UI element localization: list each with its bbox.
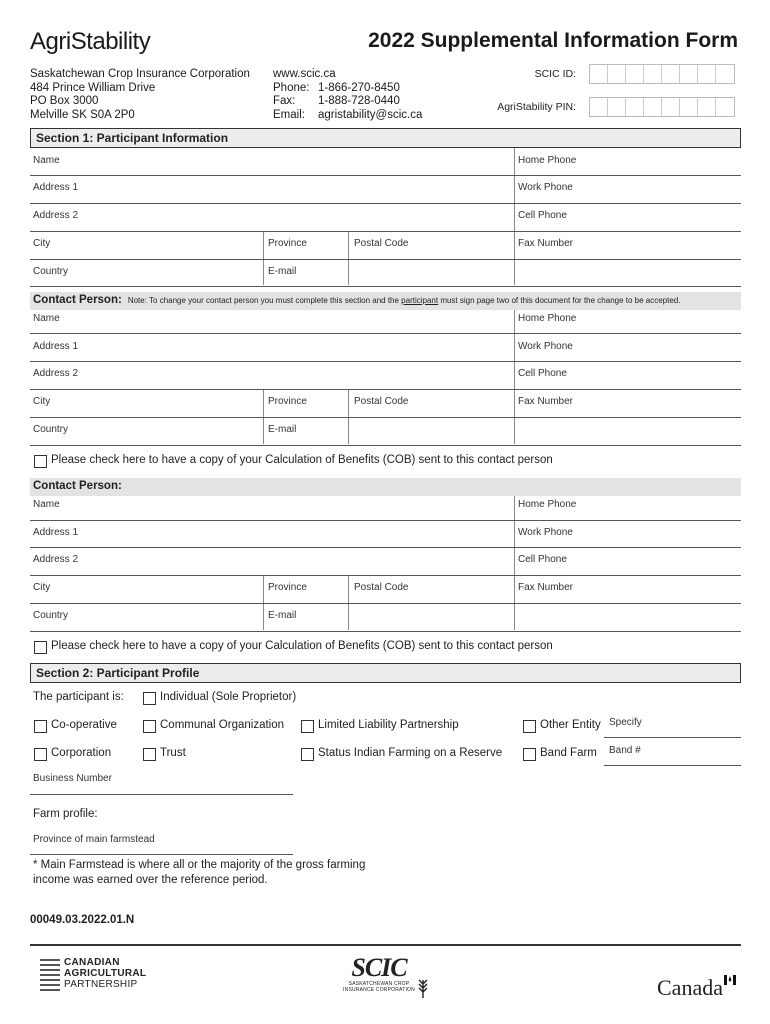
contact-person-2-header: Contact Person: [30,478,741,496]
address2-label: Address 2 [33,210,79,221]
contact2-name-field[interactable] [30,520,741,521]
city-label: City [33,582,51,593]
contact2-address1-field[interactable] [30,547,741,548]
cooperative-label: Co-operative [51,719,117,731]
cap-line-1: CANADIAN [64,957,120,968]
scic-id-field[interactable] [589,64,735,84]
footnote-line-1: * Main Farmstead is where all or the majority of the gross farming [33,859,366,871]
name-label: Name [33,499,60,510]
email-label: E-mail [268,610,297,621]
work-phone-label: Work Phone [518,527,573,538]
status-indian-label: Status Indian Farming on a Reserve [318,747,503,759]
canada-wordmark: Canada [657,975,723,1000]
specify-label: Specify [609,717,642,728]
country-label: Country [33,610,69,621]
individual-checkbox[interactable] [143,692,156,705]
logo-part-2: Stability [70,28,151,55]
form-title: 2022 Supplemental Information Form [368,29,738,52]
contact1-address2-field[interactable] [30,389,741,390]
participant-is-label: The participant is: [33,691,124,703]
logo-part-1: Agri [30,28,71,55]
address1-label: Address 1 [33,182,79,193]
llp-label: Limited Liability Partnership [318,719,459,731]
cell-phone-label: Cell Phone [518,368,567,379]
other-entity-label: Other Entity [540,719,601,731]
province-label: Province [268,396,307,407]
home-phone-label: Home Phone [518,499,577,510]
country-label: Country [33,266,69,277]
agristability-logo [30,28,150,56]
band-number-field[interactable] [604,765,741,766]
country-field[interactable] [30,286,741,287]
contact-person-1-header [30,292,741,310]
contact1-address1-field[interactable] [30,361,741,362]
postal-code-label: Postal Code [354,396,409,407]
divider [514,310,515,444]
org-name: Saskatchewan Crop Insurance Corporation [30,68,250,80]
email-label: E-mail [268,424,297,435]
business-number-label: Business Number [33,773,112,784]
corporation-label: Corporation [51,747,112,759]
form-code: 00049.03.2022.01.N [30,914,135,926]
contact1-city-field[interactable] [30,417,741,418]
cap-line-3: PARTNERSHIP [64,979,138,990]
province-main-farmstead-label: Province of main farmstead [33,834,155,845]
org-address [30,68,250,122]
postal-code-label: Postal Code [354,582,409,593]
address2-label: Address 2 [33,368,79,379]
address2-field[interactable] [30,231,741,232]
canada-flag-icon [724,975,736,985]
province-main-farmstead-field[interactable] [30,854,293,855]
contact2-address2-field[interactable] [30,575,741,576]
home-phone-label: Home Phone [518,155,577,166]
contact1-country-field[interactable] [30,445,741,446]
fax-number-label: Fax Number [518,582,574,593]
cap-logo [40,957,146,990]
org-contact [273,68,422,122]
name-label: Name [33,155,60,166]
band-farm-label: Band Farm [540,747,597,759]
org-city: Melville SK S0A 2P0 [30,108,135,121]
city-label: City [33,238,51,249]
trust-checkbox[interactable] [143,748,156,761]
cob-text-1: Please check here to have a copy of your Calculation of Benefits (COB) sent to this contact person [51,454,553,466]
other-entity-checkbox[interactable] [523,720,536,733]
communal-checkbox[interactable] [143,720,156,733]
cob-text-2: Please check here to have a copy of your Calculation of Benefits (COB) sent to this contact person [51,640,553,652]
phone-label: Phone: [273,81,310,94]
scic-logo-text: SCIC [351,953,407,982]
cob-checkbox-2[interactable] [34,641,47,654]
cob-checkbox-1[interactable] [34,455,47,468]
city-field[interactable] [30,259,741,260]
home-phone-label: Home Phone [518,313,577,324]
cap-line-2: AGRICULTURAL [64,968,147,979]
band-farm-checkbox[interactable] [523,748,536,761]
fax-number-label: Fax Number [518,396,574,407]
address1-label: Address 1 [33,341,79,352]
divider [514,148,515,285]
address2-label: Address 2 [33,554,79,565]
communal-label: Communal Organization [160,719,285,731]
email-label: E-mail [268,266,297,277]
contact-note: Note: To change your contact person you must complete this section and the participant must sign page two of this document for the change to be accepted. [127,296,681,305]
address1-label: Address 1 [33,527,79,538]
name-label: Name [33,313,60,324]
scic-id-label: SCIC ID: [534,68,576,80]
work-phone-label: Work Phone [518,182,573,193]
contact-person-title: Contact Person: [33,294,122,306]
divider [514,496,515,630]
footer-rule [30,944,741,946]
status-indian-checkbox[interactable] [301,748,314,761]
corporation-checkbox[interactable] [34,748,47,761]
cooperative-checkbox[interactable] [34,720,47,733]
contact2-city-field[interactable] [30,603,741,604]
postal-code-label: Postal Code [354,238,409,249]
section-2-header: Section 2: Participant Profile [30,663,741,683]
specify-field[interactable] [604,737,741,738]
province-label: Province [268,582,307,593]
email-value[interactable]: agristability@scic.ca [318,108,423,121]
business-number-field[interactable] [30,794,293,795]
wheat-icon [416,976,430,998]
llp-checkbox[interactable] [301,720,314,733]
city-label: City [33,396,51,407]
pin-label: AgriStability PIN: [497,101,576,113]
email-label: Email: [273,108,305,121]
individual-label: Individual (Sole Proprietor) [160,691,297,703]
contact2-country-field[interactable] [30,631,741,632]
cap-stripes-icon [40,959,62,995]
cell-phone-label: Cell Phone [518,210,567,221]
country-label: Country [33,424,69,435]
province-label: Province [268,238,307,249]
contact1-name-field[interactable] [30,333,741,334]
pin-field[interactable] [589,97,735,117]
address1-field[interactable] [30,203,741,204]
trust-label: Trust [160,747,186,759]
scic-sub-2: INSURANCE CORPORATION [343,987,415,993]
name-field[interactable] [30,175,741,176]
section-1-header: Section 1: Participant Information [30,128,741,148]
org-street: 484 Prince William Drive [30,81,156,94]
work-phone-label: Work Phone [518,341,573,352]
scic-sub-1: SASKATCHEWAN CROP [348,981,410,987]
fax-value: 1-888-728-0440 [318,95,400,107]
cell-phone-label: Cell Phone [518,554,567,565]
fax-label: Fax: [273,95,296,107]
farm-profile-label: Farm profile: [33,808,98,820]
footnote-line-2: income was earned over the reference period. [33,874,268,886]
website-link[interactable]: www.scic.ca [273,68,336,80]
phone-value: 1-866-270-8450 [318,81,400,94]
org-pobox: PO Box 3000 [30,95,99,107]
fax-number-label: Fax Number [518,238,574,249]
band-number-label: Band # [609,745,641,756]
